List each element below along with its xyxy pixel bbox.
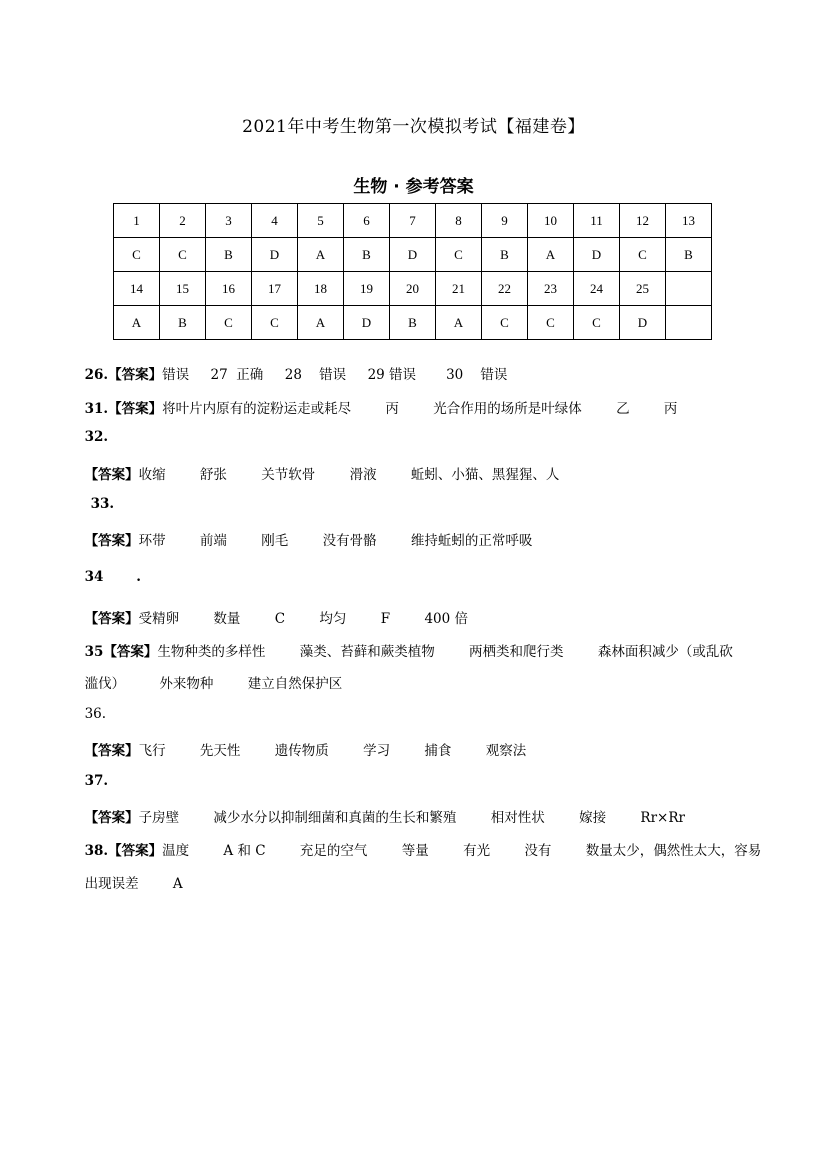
table-cell: 6	[344, 204, 390, 238]
table-row	[114, 272, 712, 306]
question-number: 36.	[84, 706, 107, 722]
answer-text: 温度 A 和 C 充足的空气 等量 有光 没有 数量太少，偶然性太大，容易	[162, 843, 762, 859]
table-cell	[666, 306, 712, 340]
table-cell: A	[298, 238, 344, 272]
answer-text: 出现误差 A	[84, 876, 183, 892]
page-title: 2021年中考生物第一次模拟考试【福建卷】	[242, 117, 585, 137]
question-number: 35	[84, 644, 104, 660]
table-cell: A	[298, 306, 344, 340]
question-number: 32.	[84, 429, 109, 445]
table-cell: D	[390, 238, 436, 272]
answer-tag: 【答案】	[84, 467, 139, 483]
table-cell: A	[528, 238, 574, 272]
answer-table-body	[114, 204, 712, 340]
answer-tag: 【答案】	[84, 743, 139, 759]
question-number: 31.	[84, 401, 109, 417]
answer-line-34	[76, 591, 468, 627]
answer-line-35	[76, 624, 733, 660]
question-number: 34 .	[84, 569, 141, 585]
table-cell	[666, 272, 712, 306]
table-cell: 11	[574, 204, 620, 238]
table-cell: 24	[574, 272, 620, 306]
page-subtitle: 生物 · 参考答案	[353, 177, 474, 197]
answer-text: 收缩 舒张 关节软骨 滑液 蚯蚓、小猫、黑猩猩、人	[138, 467, 560, 483]
answer-text: 子房壁 减少水分以抑制细菌和真菌的生长和繁殖 相对性状 嫁接 Rr×Rr	[138, 810, 685, 826]
table-cell: 23	[528, 272, 574, 306]
answer-line-36	[76, 723, 526, 759]
question-number-32	[76, 413, 108, 445]
table-cell: C	[206, 306, 252, 340]
table-cell: B	[482, 238, 528, 272]
table-cell: 14	[114, 272, 160, 306]
table-cell: D	[620, 306, 666, 340]
answer-line-32	[76, 447, 559, 483]
question-number-34	[76, 553, 141, 585]
question-number: 37.	[84, 773, 109, 789]
table-cell: C	[528, 306, 574, 340]
table-cell: B	[344, 238, 390, 272]
answer-tag: 【答案】	[84, 611, 139, 627]
table-cell: 21	[436, 272, 482, 306]
answer-tag: 【答案】	[84, 810, 139, 826]
answer-tag: 【答案】	[84, 533, 139, 549]
question-number-37	[76, 757, 108, 789]
table-cell: 12	[620, 204, 666, 238]
table-cell: A	[114, 306, 160, 340]
table-cell: C	[620, 238, 666, 272]
table-cell: 16	[206, 272, 252, 306]
table-cell: B	[206, 238, 252, 272]
answer-line-38-cont	[76, 856, 183, 892]
table-cell: 15	[160, 272, 206, 306]
table-cell: C	[482, 306, 528, 340]
answer-line-31	[76, 381, 677, 417]
table-cell: A	[436, 306, 482, 340]
answer-text: 飞行 先天性 遗传物质 学习 捕食 观察法	[138, 743, 527, 759]
table-cell: C	[574, 306, 620, 340]
answer-tag: 【答案】	[108, 367, 163, 383]
table-cell: D	[344, 306, 390, 340]
table-cell: 2	[160, 204, 206, 238]
table-cell: 9	[482, 204, 528, 238]
table-cell: 17	[252, 272, 298, 306]
answer-line-26	[76, 347, 507, 383]
table-row	[114, 306, 712, 340]
answer-text: 将叶片内原有的淀粉运走或耗尽 丙 光合作用的场所是叶绿体 乙 丙	[162, 401, 678, 417]
table-row	[114, 204, 712, 238]
question-number: 26.	[84, 367, 109, 383]
table-cell: B	[160, 306, 206, 340]
question-number-33	[82, 480, 114, 512]
answer-line-38	[76, 823, 761, 859]
answer-text: 滥伐） 外来物种 建立自然保护区	[84, 676, 343, 692]
table-cell: 18	[298, 272, 344, 306]
answer-line-37	[76, 790, 685, 826]
answer-line-33	[76, 513, 532, 549]
question-number: 38.	[84, 843, 109, 859]
table-cell: 13	[666, 204, 712, 238]
table-row	[114, 238, 712, 272]
answer-tag: 【答案】	[108, 401, 163, 417]
table-cell: B	[390, 306, 436, 340]
answer-text: 生物种类的多样性 藻类、苔藓和蕨类植物 两栖类和爬行类 森林面积减少（或乱砍	[157, 644, 733, 660]
table-cell: C	[160, 238, 206, 272]
table-cell: D	[252, 238, 298, 272]
answer-tag: 【答案】	[108, 843, 163, 859]
question-number-36	[76, 690, 106, 722]
question-number: 33.	[90, 496, 115, 512]
table-cell: 20	[390, 272, 436, 306]
table-cell: 3	[206, 204, 252, 238]
answer-table	[113, 203, 712, 340]
answer-line-35-cont	[76, 656, 342, 692]
table-cell: C	[436, 238, 482, 272]
table-cell: 4	[252, 204, 298, 238]
table-cell: C	[114, 238, 160, 272]
answer-tag: 【答案】	[103, 644, 158, 660]
answer-text: 错误 27 正确 28 错误 29 错误 30 错误	[162, 367, 508, 383]
table-cell: 8	[436, 204, 482, 238]
table-cell: 1	[114, 204, 160, 238]
answer-text: 环带 前端 刚毛 没有骨骼 维持蚯蚓的正常呼吸	[138, 533, 533, 549]
table-cell: 25	[620, 272, 666, 306]
table-cell: 7	[390, 204, 436, 238]
table-cell: C	[252, 306, 298, 340]
table-cell: D	[574, 238, 620, 272]
answer-text: 受精卵 数量 C 均匀 F 400 倍	[138, 611, 468, 627]
table-cell: B	[666, 238, 712, 272]
table-cell: 22	[482, 272, 528, 306]
table-cell: 5	[298, 204, 344, 238]
table-cell: 19	[344, 272, 390, 306]
table-cell: 10	[528, 204, 574, 238]
